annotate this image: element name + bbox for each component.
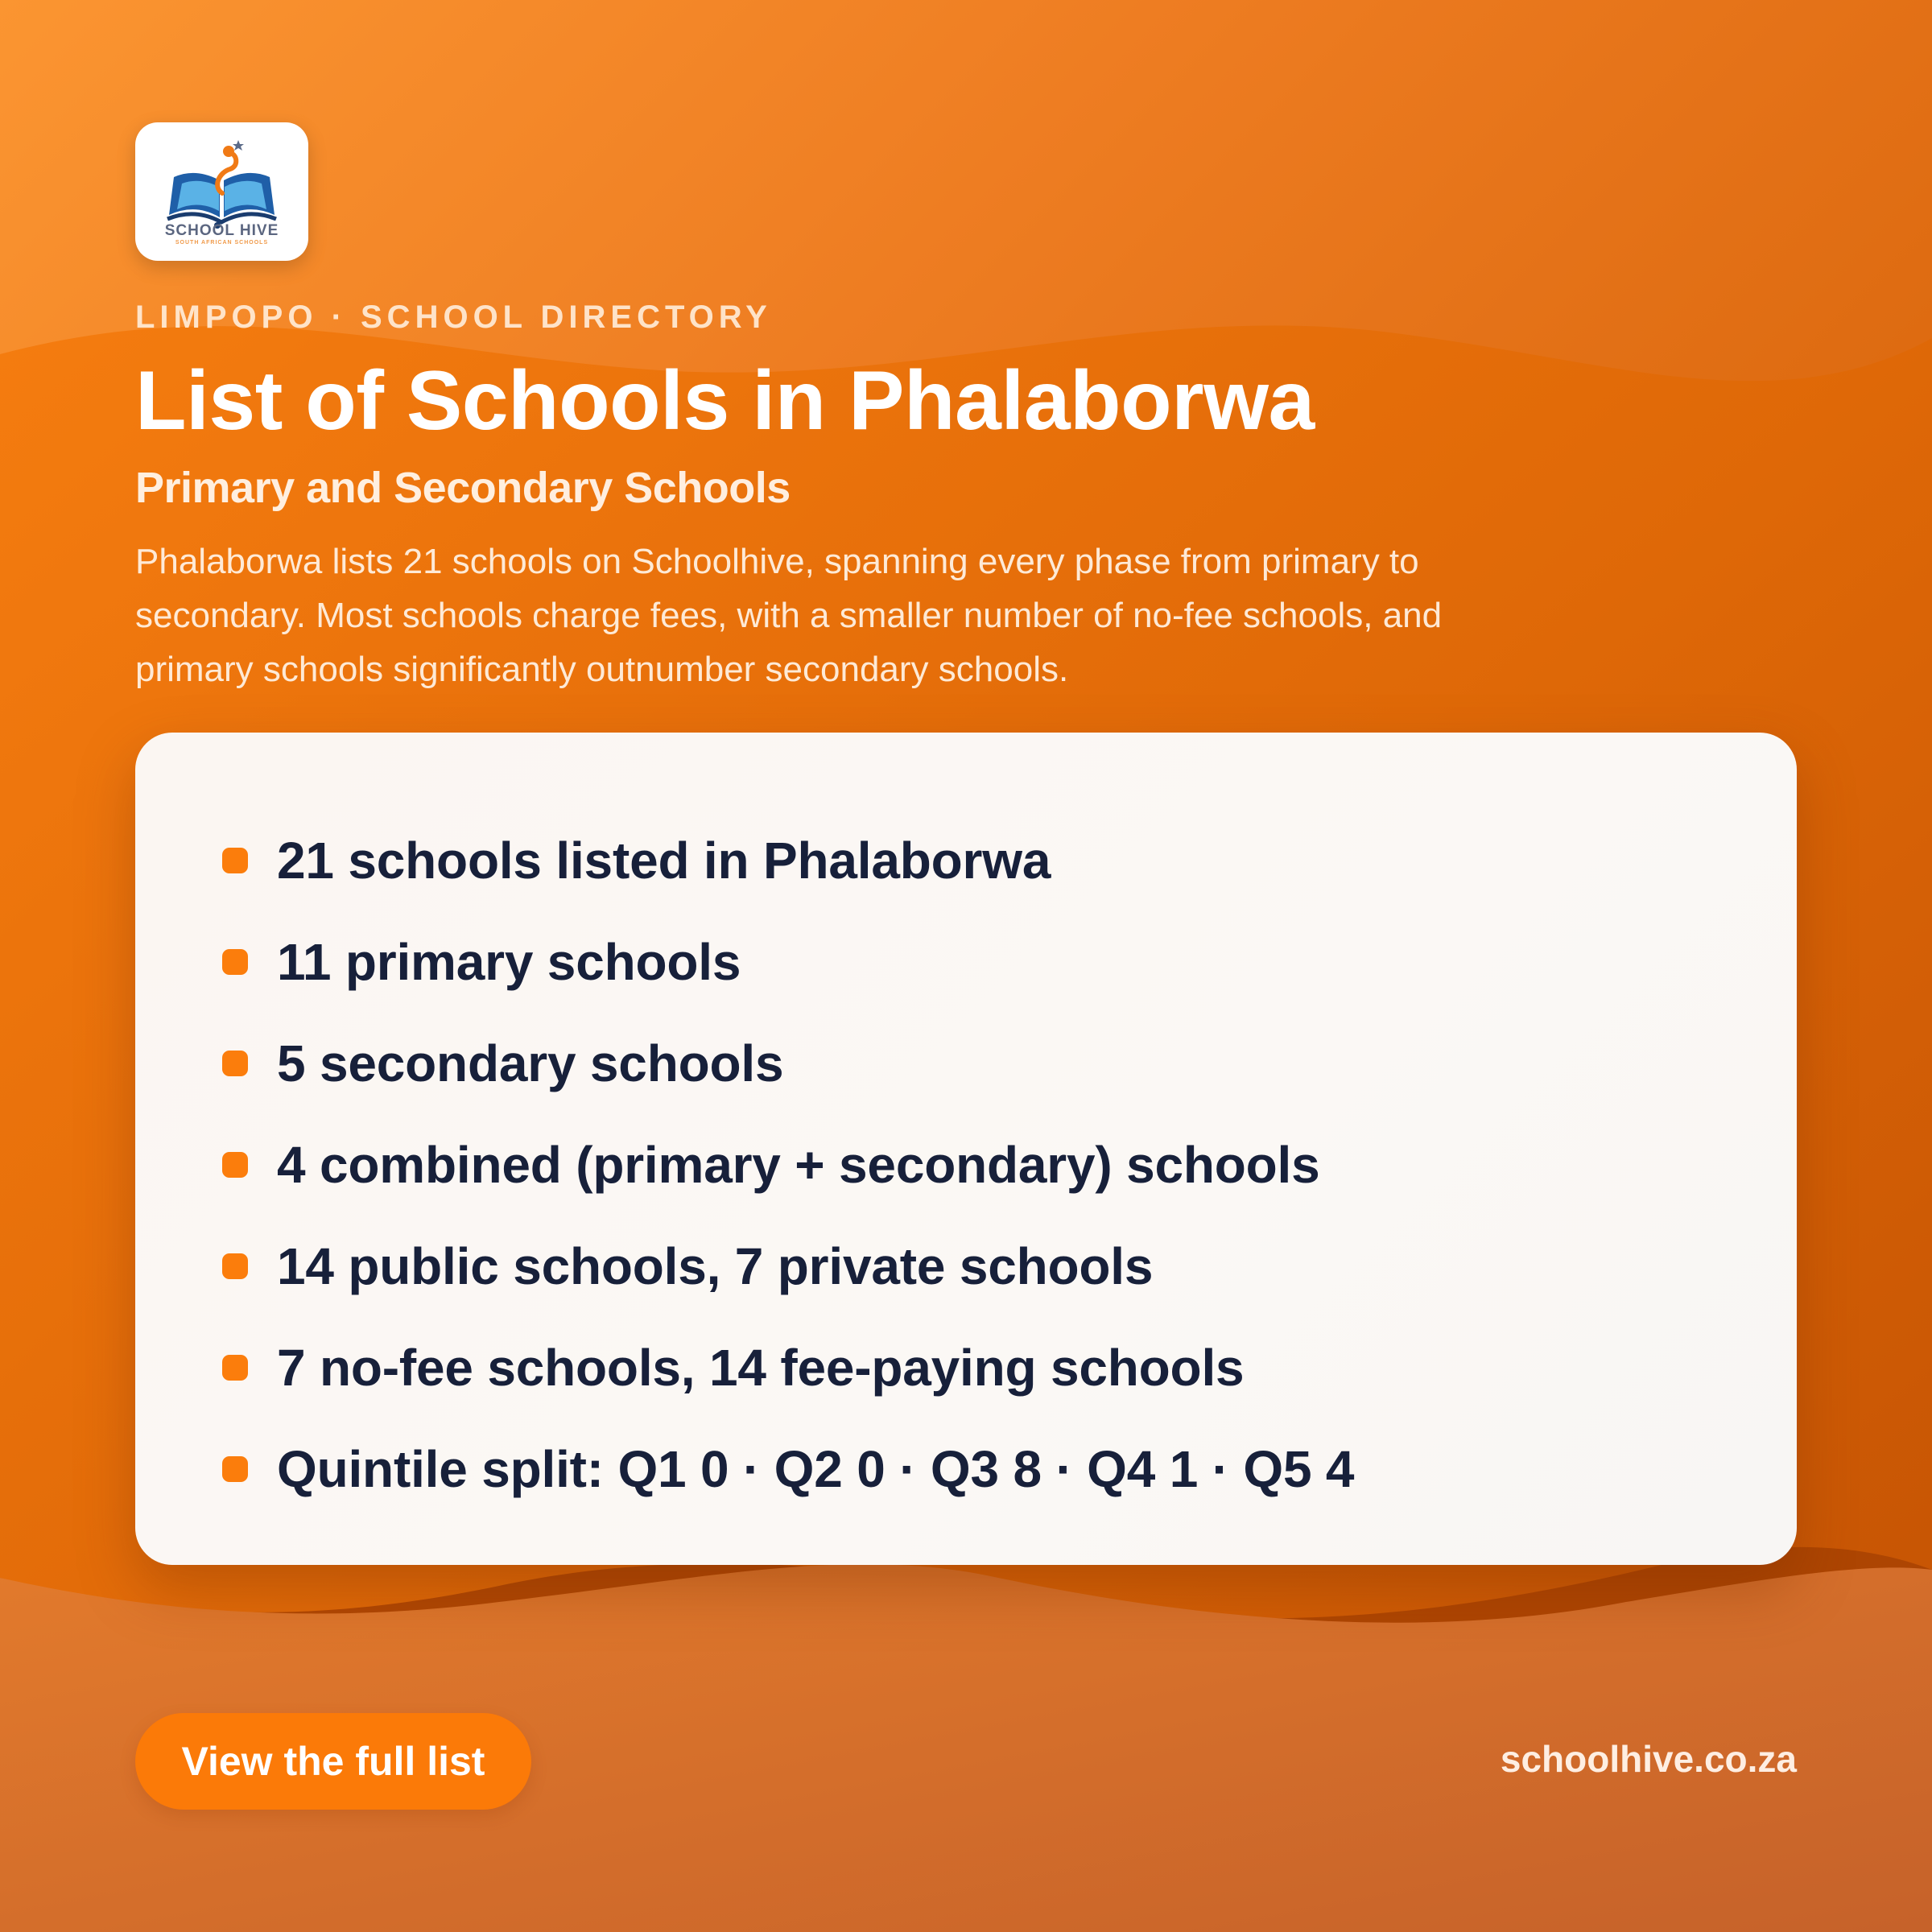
- facts-list: [222, 810, 1354, 1520]
- bullet-icon: [222, 949, 248, 975]
- fact-text: 11 primary schools: [277, 933, 741, 991]
- school-hive-logo[interactable]: [135, 122, 308, 261]
- fact-text: 7 no-fee schools, 14 fee-paying schools: [277, 1339, 1245, 1397]
- logo-wordmark: SCHOOL HIVE: [164, 222, 279, 239]
- bullet-icon: [222, 1355, 248, 1381]
- site-link[interactable]: schoolhive.co.za: [1500, 1738, 1797, 1780]
- fact-item: [222, 1317, 1354, 1418]
- fact-text: 4 combined (primary + secondary) schools: [277, 1136, 1320, 1194]
- bullet-icon: [222, 848, 248, 873]
- logo-tagline: SOUTH AFRICAN SCHOOLS: [175, 240, 269, 246]
- fact-text: Quintile split: Q1 0 · Q2 0 · Q3 8 · Q4 1 · Q5 4: [277, 1440, 1355, 1498]
- fact-item: [222, 911, 1354, 1013]
- bullet-icon: [222, 1051, 248, 1076]
- fact-item: [222, 1013, 1354, 1114]
- fact-item: [222, 1216, 1354, 1317]
- page-title: List of Schools in Phalaborwa: [135, 354, 1315, 448]
- intro-description: Phalaborwa lists 21 schools on Schoolhive, spanning every phase from primary to secondary. Most schools charge fees, with a smaller number of no-fee schools, and primary schools significantly outnumber secondary schools.: [135, 542, 1443, 689]
- fact-text: 21 schools listed in Phalaborwa: [277, 832, 1051, 890]
- eyebrow-label: LIMPOPO · SCHOOL DIRECTORY: [135, 299, 772, 335]
- fact-item: [222, 1418, 1354, 1520]
- fact-text: 5 secondary schools: [277, 1034, 784, 1092]
- bullet-icon: [222, 1152, 248, 1178]
- facts-card: [135, 733, 1797, 1565]
- fact-item: [222, 1114, 1354, 1216]
- view-full-list-button[interactable]: View the full list: [135, 1713, 531, 1810]
- fact-item: [222, 810, 1354, 911]
- bullet-icon: [222, 1456, 248, 1482]
- bullet-icon: [222, 1253, 248, 1279]
- fact-text: 14 public schools, 7 private schools: [277, 1237, 1154, 1295]
- page-subtitle: Primary and Secondary Schools: [135, 464, 791, 512]
